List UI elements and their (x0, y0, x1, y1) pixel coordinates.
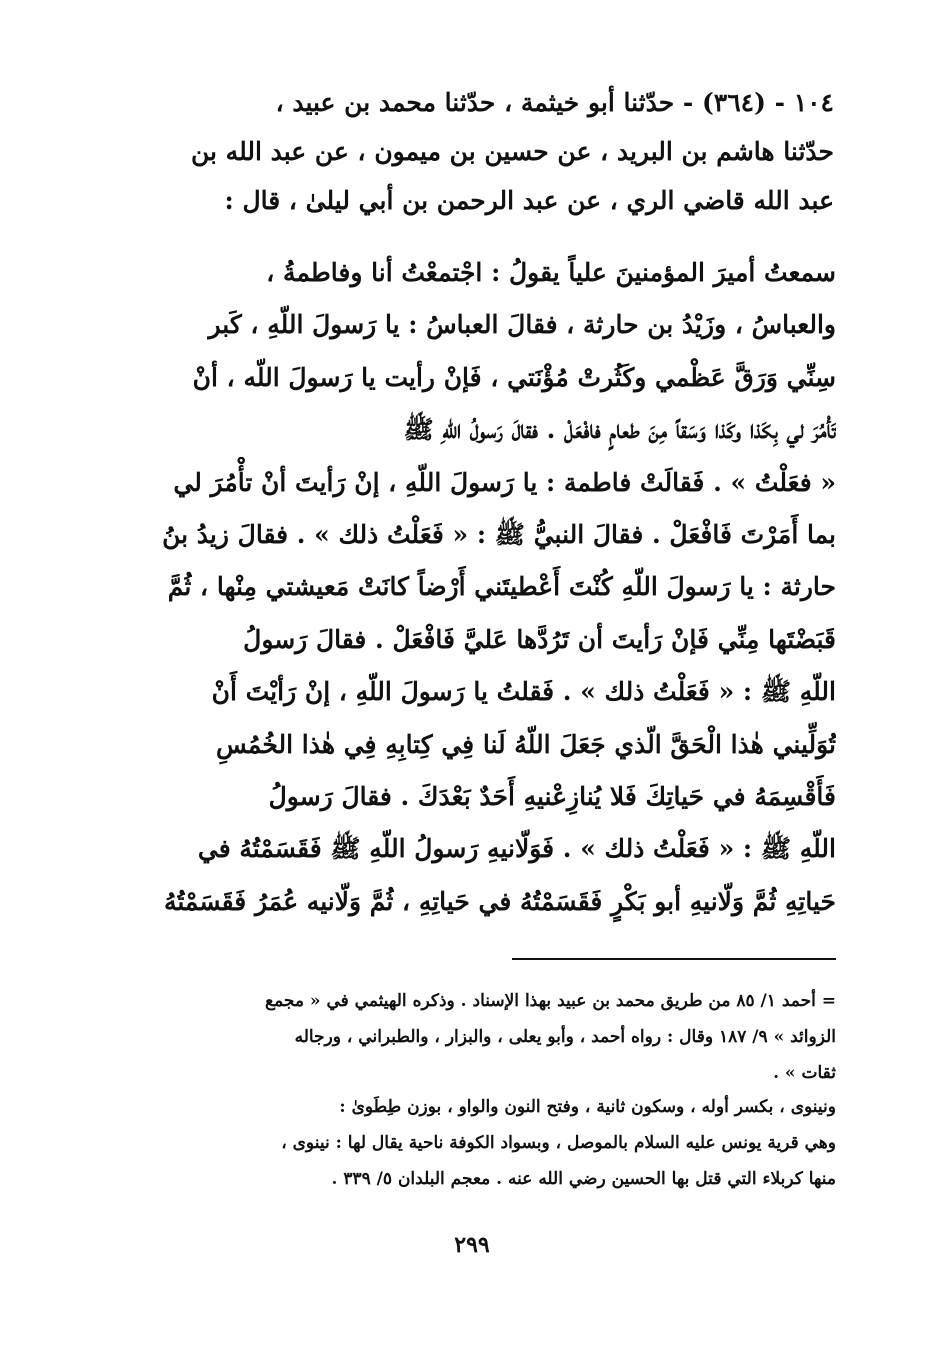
footnote-line: ثقات » . (773, 1063, 836, 1083)
footnote-line: منها كربلاء التي قتل بها الحسين رضي الله عنه . معجم البلدان ٥/ ٣٣٩ . (331, 1169, 836, 1189)
matn-line: بما أَمَرْتَ فَافْعَلْ . فقالَ النبيُّ ﷺ : « فَعَلْتُ ذلك » . فقالَ زيدُ بنُ (162, 520, 836, 550)
footnote-line: الزوائد » ٩/ ١٨٧ وقال : رواه أحمد ، وأبو يعلى ، والبزار ، والطبراني ، ورجاله (294, 1027, 836, 1047)
matn-line: حَياتِهِ ثُمَّ وَلّانيهِ أبو بَكْرٍ فَقَسَمْتُهُ في حَياتِهِ ، ثُمَّ وَلّانيه عُمَرُ فَقَسَمْتُهُ (163, 886, 836, 916)
footnote-takhrij (104, 983, 836, 1091)
footnote-line: وهي قرية يونس عليه السلام بالموصل ، وبسواد الكوفة ناحية يقال لها : نينوى ، (281, 1133, 836, 1153)
matn-line: اللّهِ ﷺ : « فَعَلْتُ ذلك » . فَقلتُ يا رَسولَ اللّهِ ، إنْ رَأيْتَ أَنْ (211, 677, 836, 707)
matn-line: سِنِّي وَرَقَّ عَظْمي وكَثُرتْ مُؤْنَتي ، فَإنْ رأيت يا رَسولَ اللّه ، أنْ (192, 362, 836, 392)
footnote-separator (512, 958, 836, 960)
isnad-line: ١٠٤ - (٣٦٤) - حدّثنا أبو خيثمة ، حدّثنا محمد بن عبيد ، (275, 88, 834, 117)
matn-line: قَبَضْتَها مِنِّي فَإنْ رَأيتَ أن تَرُدَّها عَليَّ فَافْعَلْ . فقالَ رَسولُ (243, 624, 836, 654)
isnad-line: حدّثنا هاشم بن البريد ، عن حسين بن ميمون ، عن عبد الله بن (190, 137, 834, 166)
hadith-matn (108, 247, 836, 928)
matn-line: فَأَقْسِمَهُ في حَياتِكَ فَلا يُنازِعْنيهِ أَحَدٌ بَعْدَكَ . فقالَ رَسولُ (268, 782, 836, 812)
footnote-ninawa (104, 1089, 836, 1197)
matn-line: والعباسُ ، وزَيْدُ بن حارثة ، فقالَ العباسُ : يا رَسولَ اللّهِ ، كَبر (208, 310, 836, 340)
matn-line: حارثة : يا رَسولَ اللّهِ كُنْتَ أَعْطيتَني أَرْضاً كانَتْ مَعيشتي مِنْها ، ثُمَّ (167, 572, 836, 602)
matn-line: سمعتُ أميرَ المؤمنينَ علياً يقولُ : اجْتمعْتُ أنا وفاطمةُ ، (266, 258, 836, 287)
isnad-line: عبد الله قاضي الري ، عن عبد الرحمن بن أبي ليلىٰ ، قال : (224, 186, 834, 215)
page-number: ٢٩٩ (454, 1232, 490, 1258)
footnote-line: ونينوى ، بكسر أوله ، وسكون ثانية ، وفتح النون والواو ، بوزن طِطَوىٰ : (339, 1097, 836, 1117)
footnote-line: = أحمد ١/ ٨٥ من طريق محمد بن عبيد بهذا الإسناد . وذكره الهيثمي في « مجمع (265, 991, 836, 1011)
hadith-isnad (108, 78, 834, 225)
matn-line: « فعَلْتُ » . فَقالَتْ فاطمة : يا رَسولَ اللّهِ ، إنْ رَأيتَ أنْ تأْمُرَ لي (173, 467, 836, 497)
matn-line: تَأْمُرَ لي بِكَذا وكَذا وَسَقاً مِنَ طعامٍ فافْعَلْ . فقالَ رَسولُ اللّهِ ﷺ (403, 415, 836, 445)
matn-line: تُوَلِّيني هٰذا الْحَقَّ الّذي جَعَلَ اللّهُ لَنا فِي كِتابِهِ فِي هٰذا الخُمُسِ (216, 729, 836, 759)
matn-line: اللّهِ ﷺ : « فَعَلْتُ ذلك » . فَوَلّانيهِ رَسولُ اللّهِ ﷺ فَقَسَمْتُهُ في (197, 834, 836, 864)
